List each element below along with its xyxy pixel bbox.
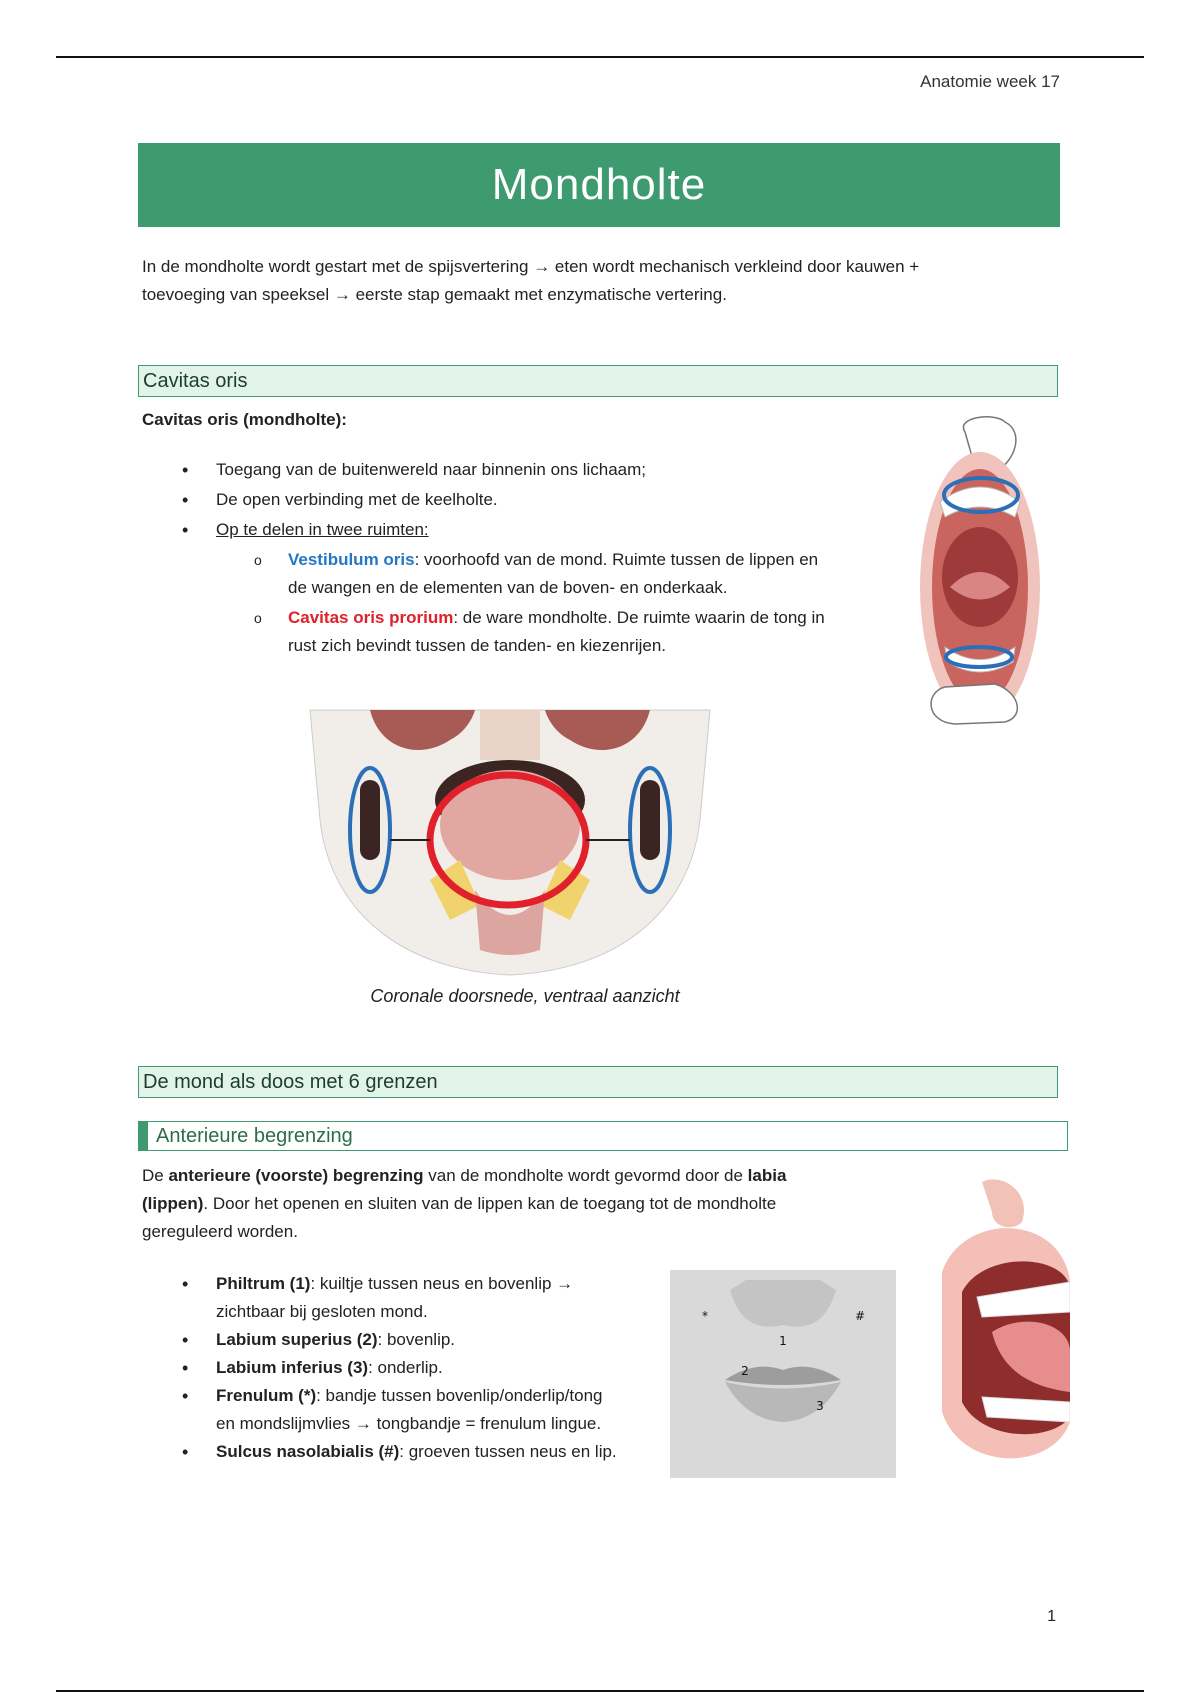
page-number: 1	[1047, 1608, 1056, 1625]
bottom-rule	[56, 1690, 1144, 1692]
marker-2: 2	[741, 1364, 749, 1378]
figure-caption: Coronale doorsnede, ventraal aanzicht	[370, 986, 680, 1006]
list-item: • Philtrum (1): kuiltje tussen neus en bovenlip → zichtbaar bij gesloten mond.	[142, 1270, 682, 1326]
top-rule	[56, 56, 1144, 58]
anterior-paragraph: De anterieure (voorste) begrenzing van de mondholte wordt gevormd door de labia (lippen). Door het openen en sluiten van de lippen kan de toegang tot de mondholte gereguleerd worden.	[142, 1166, 787, 1241]
lips-photo	[670, 1270, 896, 1478]
list-item: • Sulcus nasolabialis (#): groeven tussen neus en lip.	[142, 1438, 682, 1466]
subheading-anterior: Anterieure begrenzing	[138, 1121, 1068, 1151]
open-mouth-illustration	[895, 412, 1065, 742]
marker-star: *	[702, 1309, 708, 1323]
list-item-cavitas-proprium: o Cavitas oris prorium: de ware mondholte. De ruimte waarin de tong in rust zich bevindt tussen de tanden- en kiezenrijen.	[142, 604, 902, 660]
header-course: Anatomie week 17	[920, 72, 1060, 91]
intro-line-1: In de mondholte wordt gestart met de spijsvertering → eten wordt mechanisch verkleind door kauwen +	[142, 257, 920, 276]
term-cavitas-oris-prorium: Cavitas oris prorium	[288, 608, 454, 627]
marker-hash: #	[854, 1309, 866, 1323]
section-heading-boundaries: De mond als doos met 6 grenzen	[138, 1066, 1058, 1098]
lip-parts-list	[142, 1270, 682, 1466]
list-item-vestibulum: o Vestibulum oris: voorhoofd van de mond. Ruimte tussen de lippen en de wangen en de elementen van de boven- en onderkaak.	[142, 546, 902, 602]
list-item: • Labium inferius (3): onderlip.	[142, 1354, 682, 1382]
list-item: • Labium superius (2): bovenlip.	[142, 1326, 682, 1354]
list-item: • Toegang van de buitenwereld naar binnenin ons lichaam;	[142, 456, 902, 484]
list-item: • Frenulum (*): bandje tussen bovenlip/onderlip/tong en mondslijmvlies → tongbandje = frenulum lingue.	[142, 1382, 682, 1438]
list-item: • De open verbinding met de keelholte.	[142, 486, 902, 514]
page-title: Mondholte	[138, 143, 1060, 227]
list-item: • Op te delen in twee ruimten:	[142, 516, 902, 544]
marker-3: 3	[816, 1399, 824, 1413]
cavitas-oris-label: Cavitas oris (mondholte):	[142, 410, 347, 429]
intro-line-2: toevoeging van speeksel → eerste stap gemaakt met enzymatische vertering.	[142, 285, 727, 304]
intro-paragraph	[142, 253, 1042, 309]
open-mouth-side-illustration	[922, 1172, 1070, 1482]
coronal-section-illustration	[300, 690, 720, 980]
marker-1: 1	[779, 1334, 787, 1348]
cavitas-bullet-list	[142, 456, 902, 660]
term-vestibulum-oris: Vestibulum oris	[288, 550, 415, 569]
section-heading-cavitas-oris: Cavitas oris	[138, 365, 1058, 397]
